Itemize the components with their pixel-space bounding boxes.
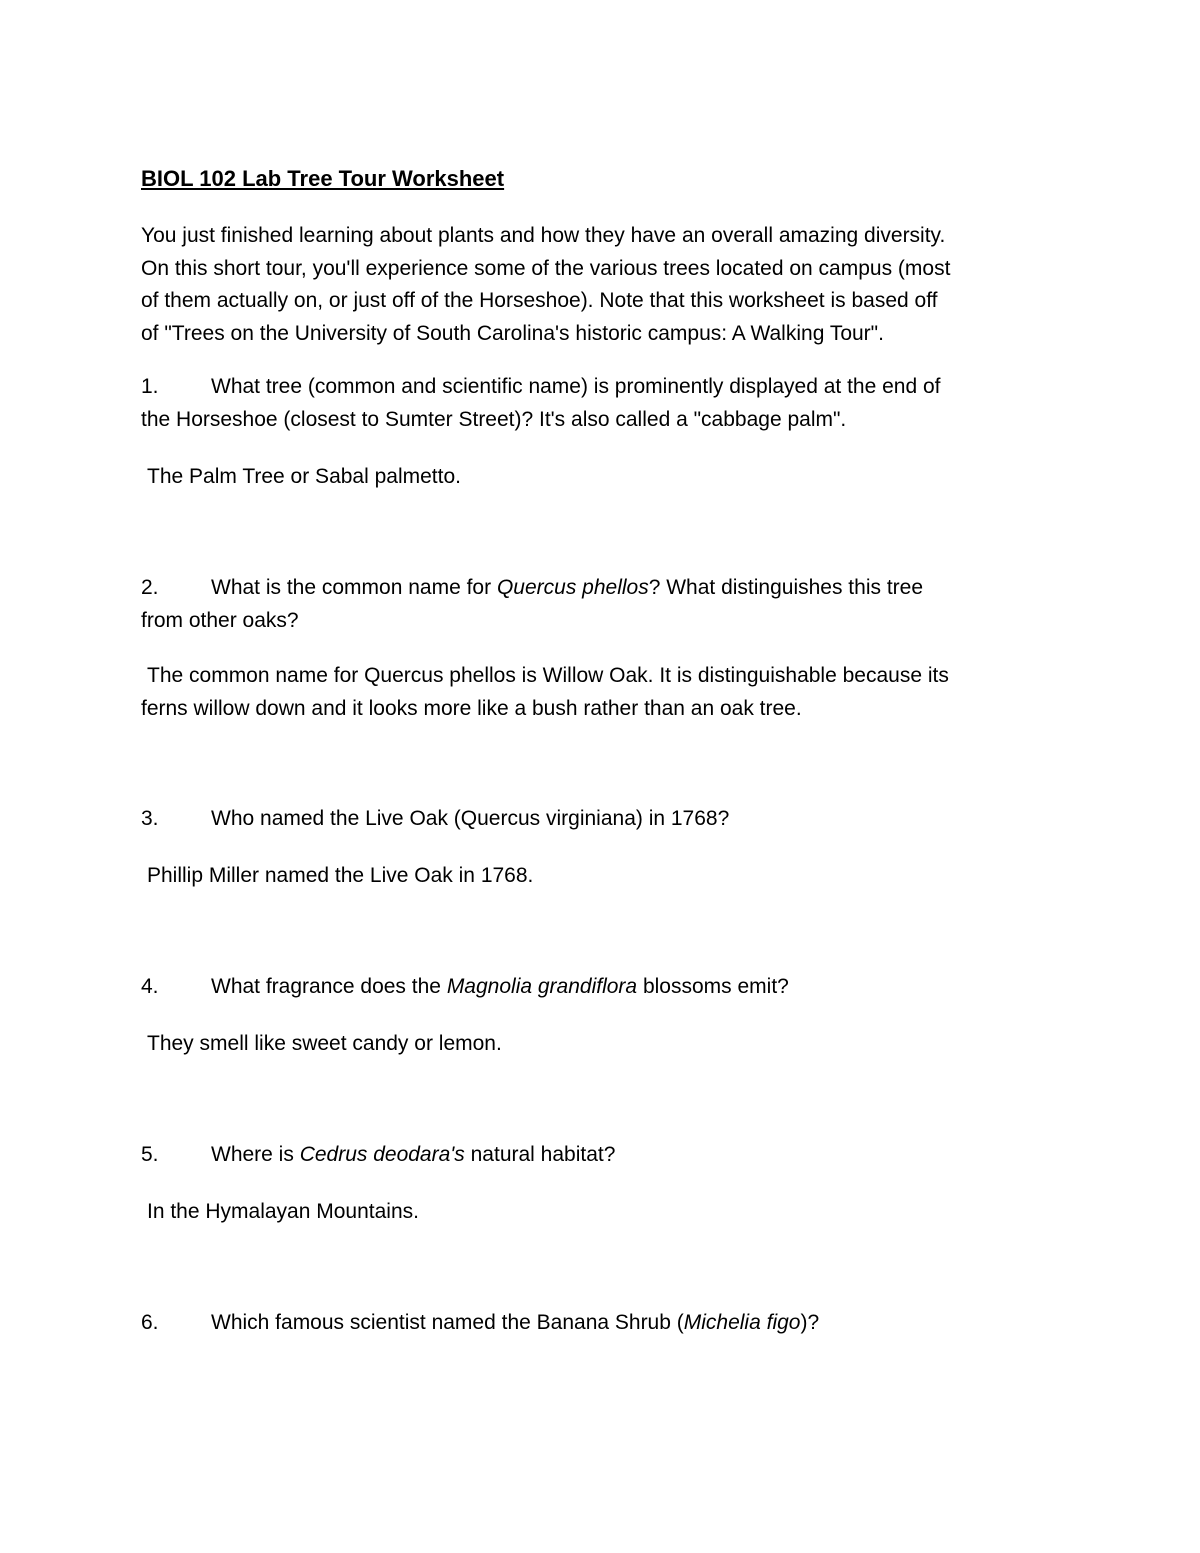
intro-line: On this short tour, you'll experience some of the various trees located on campus (most	[141, 256, 951, 280]
question-text: What is the common name for	[211, 576, 497, 599]
answer-1	[141, 461, 1081, 494]
answer-4	[141, 1028, 1081, 1061]
scientific-name: Quercus phellos	[496, 576, 649, 599]
intro-line: of them actually on, or just off of the Horseshoe). Note that this worksheet is based off	[141, 289, 938, 312]
question-5	[141, 1139, 1081, 1172]
question-text: )?	[800, 1311, 820, 1334]
question-number: 1.	[141, 375, 159, 398]
question-text: What tree (common and scientific name) is prominently displayed at the end of	[211, 375, 941, 398]
question-4	[141, 971, 1081, 1004]
page-title: BIOL 102 Lab Tree Tour Worksheet	[141, 166, 505, 191]
intro-line: of "Trees on the University of South Carolina's historic campus: A Walking Tour".	[141, 321, 884, 345]
scientific-name: Michelia figo	[683, 1311, 801, 1334]
question-number: 6.	[141, 1311, 159, 1334]
question-number: 4.	[141, 975, 159, 998]
question-number: 5.	[141, 1143, 159, 1166]
question-text: blossoms emit?	[637, 975, 789, 998]
answer-5	[141, 1196, 1081, 1229]
question-text: What fragrance does the	[211, 975, 447, 998]
question-text: Where is	[211, 1143, 300, 1166]
scientific-name: Magnolia grandiflora	[446, 975, 638, 998]
question-text: ? What distinguishes this tree	[648, 576, 924, 599]
scientific-name: Cedrus deodara's	[299, 1143, 465, 1166]
answer-text: The common name for Quercus phellos is Willow Oak. It is distinguishable because its	[147, 664, 949, 687]
answer-text: Phillip Miller named the Live Oak in 1768.	[147, 864, 534, 887]
answer-text-continued: ferns willow down and it looks more like a bush rather than an oak tree.	[141, 696, 802, 720]
answer-text: In the Hymalayan Mountains.	[147, 1200, 419, 1223]
question-text: Which famous scientist named the Banana Shrub (	[211, 1311, 684, 1334]
question-text-continued: the Horseshoe (closest to Sumter Street)? It's also called a "cabbage palm".	[141, 407, 847, 431]
intro-paragraph	[141, 220, 1081, 350]
answer-3	[141, 860, 1081, 893]
question-number: 2.	[141, 576, 159, 599]
answer-2	[141, 660, 1081, 725]
answer-text: They smell like sweet candy or lemon.	[147, 1032, 502, 1055]
question-number: 3.	[141, 807, 159, 830]
question-1	[141, 371, 1081, 436]
question-2	[141, 572, 1081, 637]
question-text-continued: from other oaks?	[141, 608, 299, 632]
question-3	[141, 803, 1081, 836]
question-text: Who named the Live Oak (Quercus virginiana) in 1768?	[211, 807, 730, 830]
question-text: natural habitat?	[464, 1143, 616, 1166]
question-6	[141, 1307, 1081, 1340]
answer-text: The Palm Tree or Sabal palmetto.	[147, 465, 461, 488]
intro-line: You just finished learning about plants and how they have an overall amazing diversity.	[141, 224, 946, 247]
